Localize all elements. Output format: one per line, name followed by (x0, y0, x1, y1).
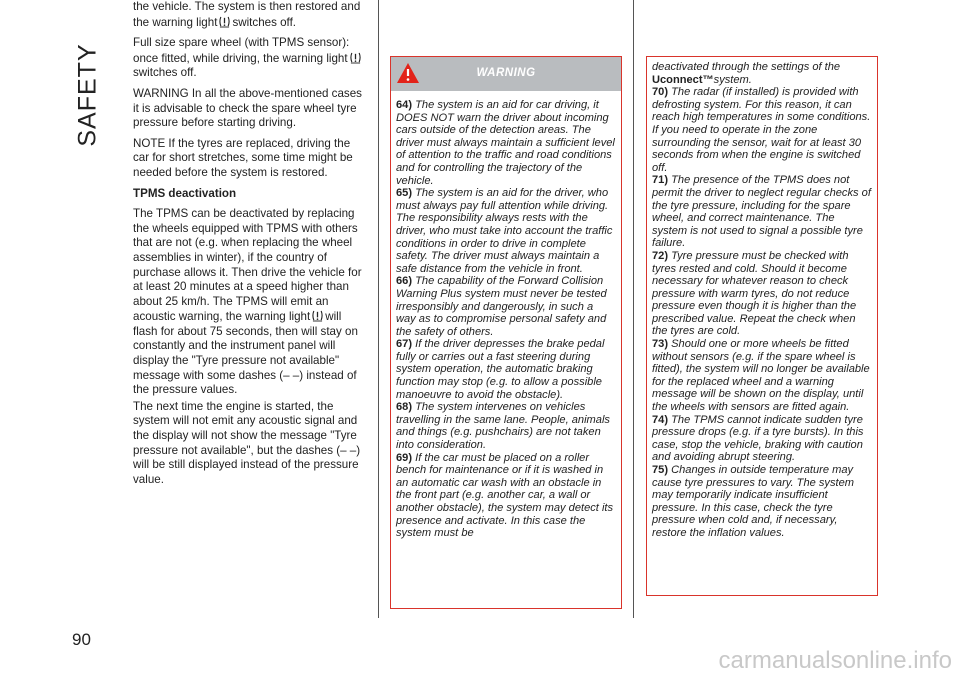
warning-item: 75) Changes in outside temperature may cause tyre pressures to vary. The system may temporarily indicate insufficient pressure. In this case, check the tyre pressure when cold and, if necessary, restore the inflation values. (652, 464, 855, 539)
paragraph: Full size spare wheel (with TPMS sensor): once fitted, while driving, the warning lightswitches off. (133, 36, 368, 81)
warning-item: 74) The TPMS cannot indicate sudden tyre pressure drops (e.g. if a tyre bursts). In this case, stop the vehicle, braking with caution and avoiding abrupt steering. (652, 413, 864, 464)
warning-title: WARNING (476, 67, 536, 79)
warning-item: 71) The presence of the TPMS does not permit the driver to neglect regular checks of the tyre pressure, including for the spare wheel, and correct maintenance. The system is not used to signal a possible tyre failure. (652, 174, 871, 250)
warning-item: deactivated through the settings of the Uconnect™system. (652, 61, 841, 86)
warning-box-continued (646, 56, 878, 596)
warning-list (391, 91, 621, 540)
warning-item: 70) The radar (if installed) is provided with defrosting system. For this reason, it can reach high temperatures in some conditions. If you need to operate in the zone surrounding the sensor, wait for at least 30 seconds from when the engine is switched off. (652, 86, 871, 174)
section-title: SAFETY (73, 43, 102, 147)
warning-box (390, 56, 622, 609)
column-divider-right (633, 0, 634, 618)
paragraph: WARNING In all the above-mentioned cases it is advisable to check the spare wheel tyre pressure before starting driving. (133, 86, 362, 130)
warning-item: 68) The system intervenes on vehicles travelling in the same lane. People, animals and things (e.g. pushchairs) are not taken into consideration. (396, 401, 610, 452)
warning-item: 64) The system is an aid for car driving, it DOES NOT warn the driver about incoming cars outside of the detection areas. The driver must always maintain a sufficient level of attention to the traffic and road conditions and for controlling the trajectory of the vehicle. (396, 99, 615, 187)
warning-list-continued (647, 57, 877, 540)
page-number: 90 (72, 630, 91, 649)
warning-item: 67) If the driver depresses the brake pedal fully or carries out a fast steering during system operation, the automatic braking function may stop (e.g. to allow a possible manoeuvre to avoid the obstacle). (396, 338, 605, 401)
warning-item: 73) Should one or more wheels be fitted without sensors (e.g. if the spare wheel is fitted), the system will no longer be available for the replaced wheel and a warning message will be shown on the display, until the wheels with sensors are fitted again. (652, 338, 870, 414)
paragraph: The next time the engine is started, the system will not emit any acoustic signal and the display will not show the message "Tyre pressure not available", but the dashes (– –) will be still displayed instead of the pressure value. (133, 399, 361, 486)
warning-item: 66) The capability of the Forward Collision Warning Plus system must never be tested irresponsibly and dangerously, in such a way as to compromise personal safety and the safety of others. (396, 275, 607, 338)
tpms-warning-light-icon (219, 15, 230, 28)
warning-item: 72) Tyre pressure must be checked with tyres rested and cold. Should it become necessary for whatever reason to check pressure with warm tyres, do not reduce pressure even though it is higher than the prescribed value. Repeat the check when the tyres are cold. (652, 249, 857, 338)
watermark: carmanualsonline.info (718, 647, 952, 674)
column-divider-left (378, 0, 379, 618)
paragraph: the vehicle. The system is then restored and the warning light switches off. (133, 0, 361, 29)
main-text-column (133, 0, 368, 493)
warning-header (391, 57, 621, 91)
warning-item: 69) If the car must be placed on a roller bench for maintenance or if it is washed in an automatic car wash with an obstacle in the front part (e.g. another car, a wall or another obstacle), the system may detect its presence and activate. In this case the system must be (396, 451, 614, 540)
tpms-warning-light-icon (312, 309, 323, 322)
section-heading: TPMS deactivation (133, 186, 237, 200)
paragraph: The TPMS can be deactivated by replacing the wheels equipped with TPMS with others that are not (e.g. when replacing the wheel assemblies in winter), if the country of purchase allows it. Then drive the vehicle for at least 20 minutes at a speed higher than about 25 km/h. The TPMS will emit an acoustic warning, the warning light will flash for about 75 seconds, then will stay on constantly and the instrument panel will display the "Tyre pressure not available" message with some dashes (– –) instead of the pressure values. (133, 207, 362, 397)
paragraph: NOTE If the tyres are replaced, driving the car for short stretches, some time might be needed before the system is restored. (133, 136, 353, 179)
tpms-warning-light-icon (350, 51, 361, 64)
warning-item: 65) The system is an aid for the driver, who must always pay full attention while driving. The responsibility always rests with the driver, who must take into account the traffic conditions in order to drive in complete safety. The driver must always maintain a safe distance from the vehicle in front. (396, 187, 613, 275)
